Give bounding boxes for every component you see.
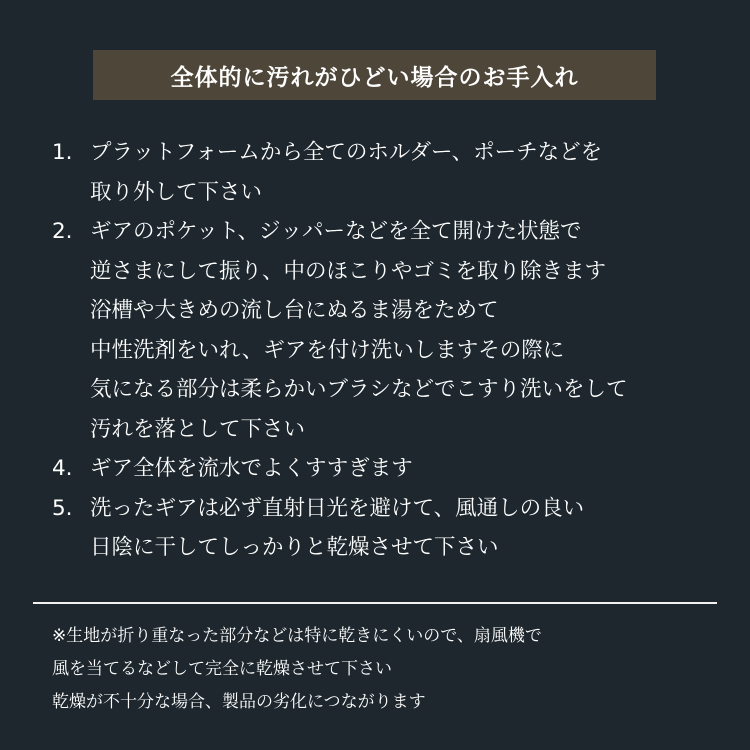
step-2-text-5: 気になる部分は柔らかいブラシなどでこすり洗いをして — [90, 377, 628, 402]
step-2-line-5 — [52, 370, 722, 410]
note-line-1: ※生地が折り重なった部分などは特に乾きにくいので、扇風機で — [52, 626, 542, 646]
step-1-text-2: 取り外して下さい — [90, 179, 263, 205]
step-2-line-6 — [52, 410, 722, 450]
step-5-text-2: 日陰に干してしっかりと乾燥させて下さい — [90, 535, 499, 560]
step-5-text-1: 洗ったギアは必ず直射日光を避けて、風通しの良い — [90, 495, 585, 521]
step-2-text-6: 汚れを落として下さい — [90, 416, 306, 442]
note-block — [52, 620, 732, 719]
note-line-2: 風を当てるなどして完全に乾燥させて下さい — [52, 659, 392, 679]
step-5-number: 5. — [52, 495, 73, 521]
step-2-text-4: 中性洗剤をいれ、ギアを付け洗いしますその際に — [90, 337, 565, 363]
step-4-text-1: ギア全体を流水でよくすすぎます — [90, 456, 413, 481]
step-2-line-2 — [52, 252, 722, 292]
step-1-line-2 — [52, 173, 722, 213]
step-2-line-1 — [52, 212, 722, 252]
steps-list — [52, 133, 722, 568]
step-2-line-4 — [52, 331, 722, 371]
step-1-number: 1. — [52, 140, 73, 165]
page-title: 全体的に汚れがひどい場合のお手入れ — [170, 64, 579, 91]
step-2-line-3 — [52, 291, 722, 331]
step-5-line-1 — [52, 489, 722, 529]
step-1-line-1 — [52, 133, 722, 173]
step-2-number: 2. — [52, 219, 73, 244]
step-4-line-1 — [52, 449, 722, 489]
step-5-line-2 — [52, 528, 722, 568]
step-2-text-2: 逆さまにして振り、中のほこりやゴミを取り除きます — [90, 258, 607, 284]
note-line-3: 乾燥が不十分な場合、製品の劣化につながります — [52, 692, 426, 712]
title-banner — [93, 50, 656, 100]
step-2-text-1: ギアのポケット、ジッパーなどを全て開けた状態で — [90, 219, 582, 244]
step-1-text-1: プラットフォームから全てのホルダー、ポーチなどを — [90, 140, 603, 165]
step-2-text-3: 浴槽や大きめの流し台にぬるま湯をためて — [90, 298, 499, 323]
section-divider — [33, 602, 717, 604]
step-4-number: 4. — [52, 456, 73, 481]
